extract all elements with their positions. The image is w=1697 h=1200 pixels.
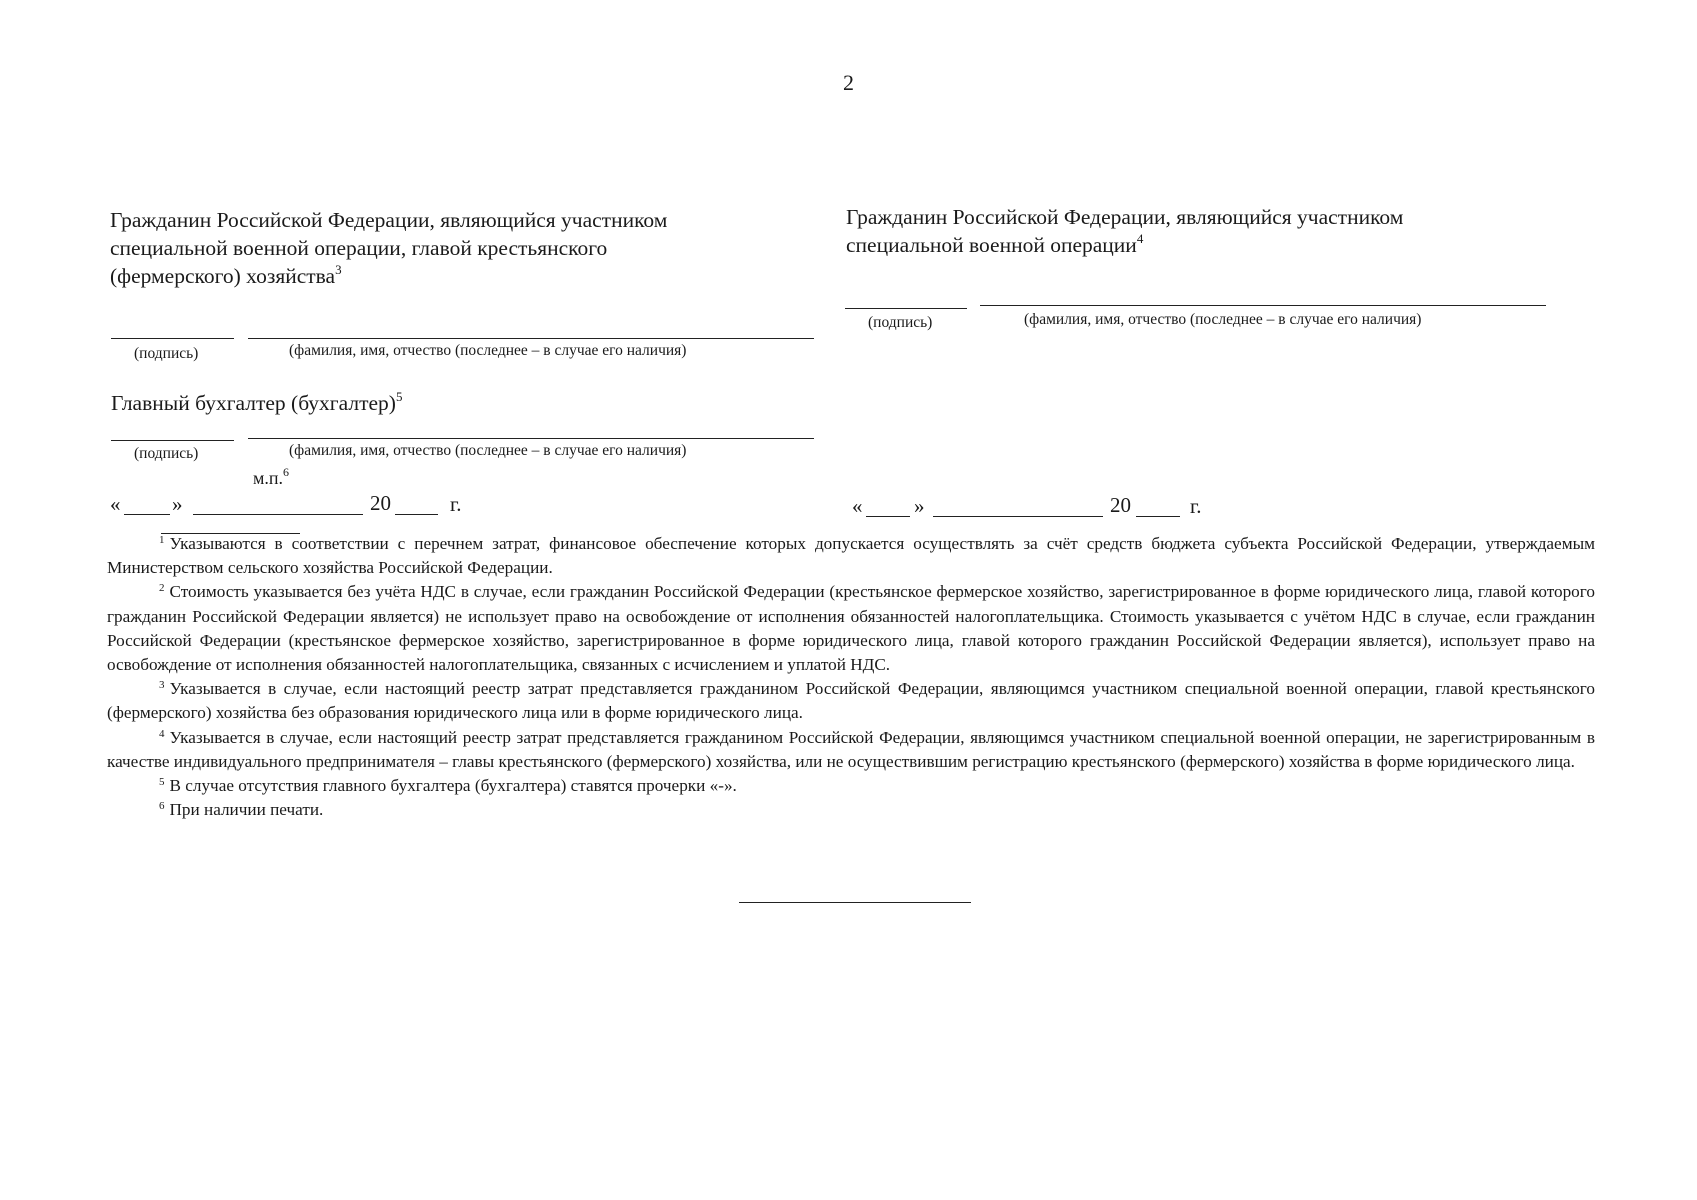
right-date-open-quote: « <box>852 494 863 518</box>
right-date-year-prefix: 20 <box>1110 493 1131 517</box>
footnote-mark: 4 <box>159 727 165 740</box>
left-date-close-quote: » <box>172 492 183 516</box>
accountant-signature-line <box>111 440 234 441</box>
left-date-month-blank <box>193 514 363 515</box>
page-number: 2 <box>843 70 854 95</box>
left-heading-line-2: специальной военной операции, главой крестьянского <box>110 236 608 260</box>
left-date-day-blank <box>124 514 170 515</box>
left-date-year-suffix: г. <box>450 492 462 516</box>
right-signature-line <box>845 308 967 309</box>
accountant-name-caption: (фамилия, имя, отчество (последнее – в случае его наличия) <box>289 442 687 459</box>
left-signature-line <box>111 338 234 339</box>
footnote-6 <box>107 798 1595 822</box>
footnote-text: Указывается в случае, если настоящий реестр затрат представляется гражданином Российской Федерации, являющимся участником специальной военной операции, не зарегистрированным в качестве индивидуального предпринимателя – главы крестьянского (фермерского) хозяйства, или не осуществившим регистрацию крестьянского (фермерского) хозяйства в форме юридического лица. <box>107 727 1595 771</box>
footnote-text: При наличии печати. <box>169 800 324 820</box>
footnote-text: Указывается в случае, если настоящий реестр затрат представляется гражданином Российской Федерации, являющимся участником специальной военной операции, главой крестьянского (фермерского) хозяйства без образования юридического лица или в форме юридического лица. <box>107 679 1595 723</box>
footnote-text: В случае отсутствия главного бухгалтера (бухгалтера) ставятся прочерки «-». <box>169 776 737 796</box>
left-heading-line-3: (фермерского) хозяйства$^3$ <box>110 262 342 288</box>
seal-footnote-ref: 6 <box>283 465 290 479</box>
footnote-mark: 3 <box>159 679 165 692</box>
accountant-name-line <box>248 438 814 439</box>
left-name-caption: (фамилия, имя, отчество (последнее – в случае его наличия) <box>289 342 687 359</box>
footnote-5 <box>107 774 1595 798</box>
footnote-1 <box>107 532 1595 580</box>
seal-label: м.п.$^6$ <box>253 465 290 488</box>
footnote-mark: 5 <box>159 776 165 789</box>
left-date-open-quote: « <box>110 492 121 516</box>
left-signature-caption: (подпись) <box>134 345 199 362</box>
footnote-3 <box>107 677 1595 725</box>
right-date-month-blank <box>933 516 1103 517</box>
right-date-year-blank <box>1136 516 1180 517</box>
right-block-heading <box>846 203 1403 259</box>
footnote-text: Стоимость указывается без учёта НДС в случае, если гражданин Российской Федерации (крестьянское фермерское хозяйство, зарегистрированное в форме юридического лица, главой которого гражданин Российской Федерации является) не использует право на освобождение от исполнения обязанностей налогоплательщика. Стоимость указывается с учётом НДС в случае, если гражданин Российской Федерации (крестьянское фермерское хозяйство, зарегистрированное в форме юридического лица, главой которого гражданин Российской Федерации является), использует право на освобождение от исполнения обязанностей налогоплательщика, связанных с исчислением и уплатой НДС. <box>107 582 1595 675</box>
footnotes <box>107 532 1595 822</box>
footnote-text: Указываются в соответствии с перечнем затрат, финансовое обеспечение которых допускается осуществлять за счёт средств бюджета субъекта Российской Федерации, утверждаемым Министерством сельского хозяйства Российской Федерации. <box>107 534 1595 578</box>
accountant-title: Главный бухгалтер (бухгалтер)$^5$ <box>111 389 403 415</box>
right-date-close-quote: » <box>914 494 925 518</box>
left-date-year-blank <box>395 514 438 515</box>
left-heading-line-1: Гражданин Российской Федерации, являющийся участником <box>110 208 668 232</box>
footnote-mark: 6 <box>159 800 165 813</box>
end-of-document-rule <box>739 902 971 903</box>
footnote-mark: 1 <box>159 534 165 546</box>
footnote-mark: 2 <box>159 582 165 595</box>
left-name-line <box>248 338 814 339</box>
left-block-heading <box>110 206 667 290</box>
right-date-day-blank <box>866 516 910 517</box>
footnote-4 <box>107 726 1595 774</box>
accountant-signature-caption: (подпись) <box>134 445 199 462</box>
left-date-year-prefix: 20 <box>370 491 391 515</box>
left-heading-footnote-ref: 3 <box>335 262 342 277</box>
right-heading-line-1: Гражданин Российской Федерации, являющийся участником <box>846 205 1404 229</box>
footnote-2 <box>107 580 1595 677</box>
right-name-caption: (фамилия, имя, отчество (последнее – в случае его наличия) <box>1024 311 1422 328</box>
right-name-line <box>980 305 1546 306</box>
right-heading-line-2: специальной военной операции$^4$ <box>846 231 1144 257</box>
accountant-footnote-ref: 5 <box>395 389 403 404</box>
right-heading-footnote-ref: 4 <box>1136 231 1144 246</box>
right-signature-caption: (подпись) <box>868 314 933 331</box>
right-date-year-suffix: г. <box>1190 494 1202 518</box>
